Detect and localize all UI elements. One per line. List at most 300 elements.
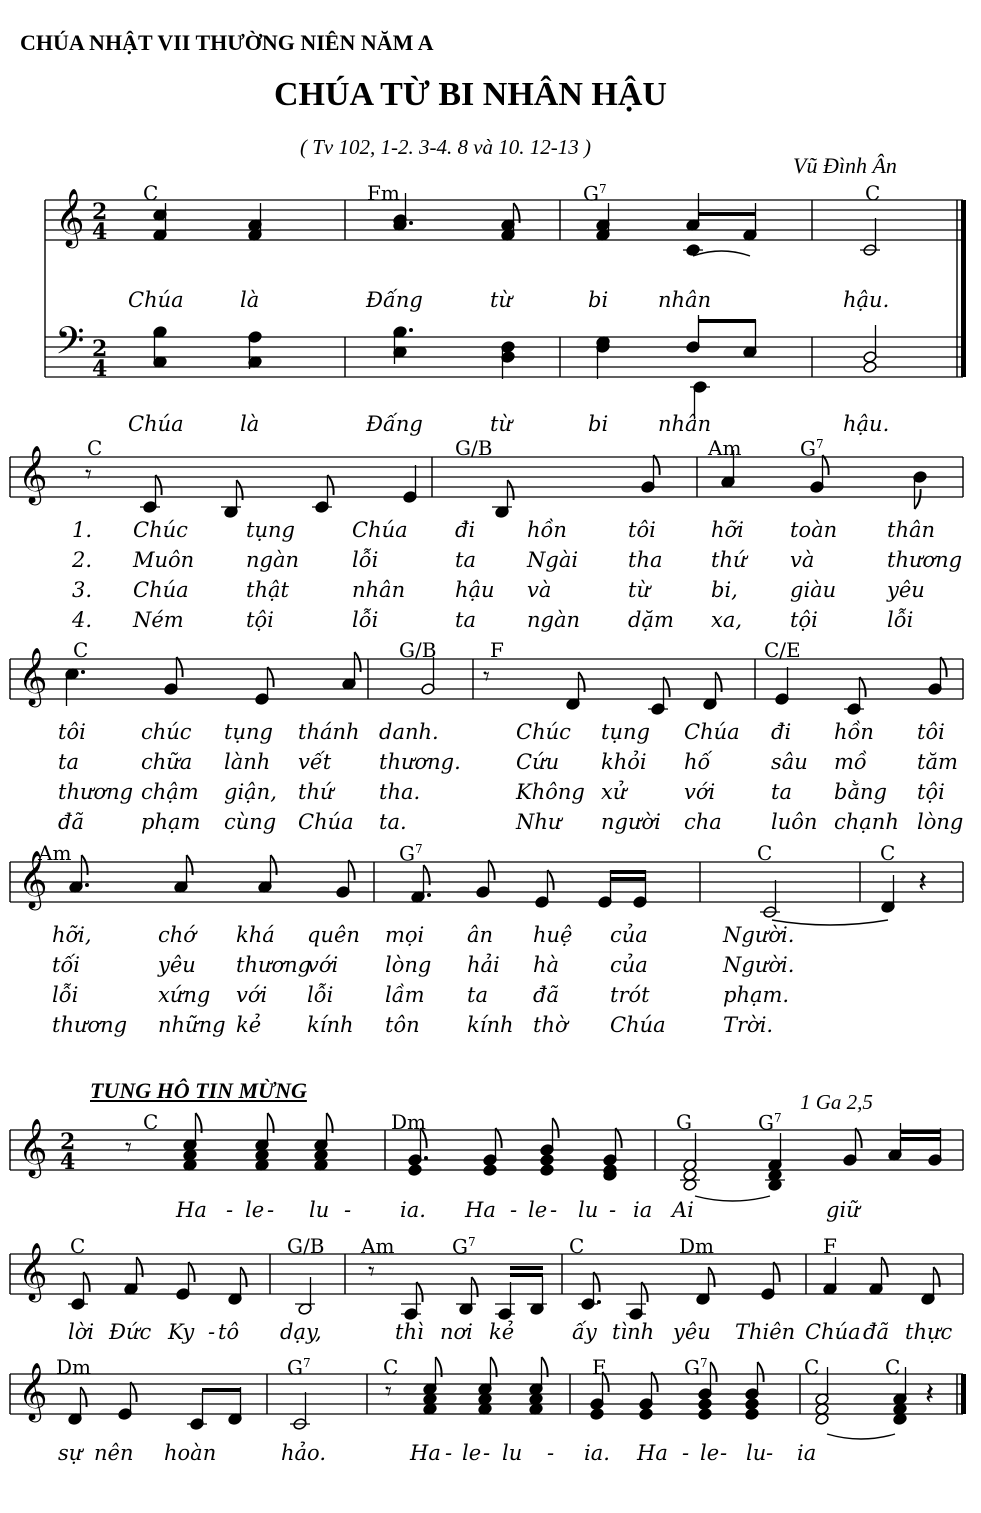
time-signature: 2: [92, 336, 108, 362]
lyric-word: nơi: [440, 1320, 473, 1344]
lyric-word: tôi: [58, 720, 86, 744]
lyric-word: Ha: [176, 1198, 207, 1222]
lyric-word: hố: [684, 750, 711, 774]
lyric-word: ta: [467, 983, 488, 1007]
lyric-word: Ky: [168, 1320, 195, 1344]
tie: [827, 1434, 895, 1439]
treble-clef: 𝄞: [18, 445, 48, 503]
lyric-word: ta.: [379, 810, 407, 834]
beam: [900, 1137, 940, 1141]
lyric-word: ngàn: [246, 548, 300, 572]
lyric-word: lu: [578, 1198, 599, 1222]
lyric-word: le: [245, 1198, 265, 1222]
lyric-word: hà: [533, 953, 560, 977]
beam: [510, 1273, 543, 1277]
lyric-word: lu: [746, 1441, 767, 1465]
chord-label: G/B: [455, 436, 493, 460]
chord-label: $G^7$: [452, 1234, 476, 1259]
lyric-word: mồ: [834, 750, 867, 774]
lyric-word: ngàn: [527, 608, 581, 632]
treble-clef: 𝄞: [55, 188, 85, 246]
note-flag: [177, 657, 183, 677]
acclamation-reference: 1 Ga 2,5: [800, 1090, 873, 1114]
lyric-word: hỡi: [711, 518, 744, 542]
lyric-word: giận,: [224, 780, 277, 804]
note-flag: [654, 455, 660, 475]
note-dot: [424, 1156, 428, 1160]
chord-label: C: [143, 1110, 159, 1134]
lyric-word: và: [790, 548, 815, 572]
lyric-word: nên: [94, 1441, 134, 1465]
lyric-word: 3.: [72, 578, 93, 602]
note-dot: [85, 883, 89, 887]
note-flag: [711, 1362, 717, 1382]
lyric-word: tôn: [385, 1013, 420, 1037]
chord-label: Fm: [367, 181, 400, 205]
lyric-word: chạnh: [834, 810, 899, 834]
lyric-word: ia: [633, 1198, 653, 1222]
lyric-word: bằng: [834, 780, 887, 804]
lyric-word: với: [236, 983, 268, 1007]
lyric-word: lỗi: [52, 983, 79, 1007]
lyric-word: -: [226, 1198, 234, 1222]
lyric-word: yêu: [158, 953, 196, 977]
note-head: [745, 1408, 759, 1421]
lyric-word: kính: [467, 1013, 514, 1037]
note-dot: [427, 893, 431, 897]
note-flag: [652, 1372, 658, 1392]
lyric-word: hậu.: [843, 288, 890, 312]
lyric-word: đã: [533, 983, 559, 1007]
lyric-word: thương: [52, 1013, 128, 1037]
note-dot: [409, 221, 413, 225]
composer-name: Vũ Đình Ân: [793, 153, 897, 178]
lyric-word: -: [682, 1441, 690, 1465]
lyric-word: thánh: [298, 720, 360, 744]
lyric-word: lỗi: [307, 983, 334, 1007]
lyric-word: ấy: [572, 1320, 597, 1344]
lyric-word: -: [510, 1198, 518, 1222]
tie: [693, 251, 750, 256]
chord-label: Dm: [56, 1355, 91, 1379]
chord-label: C: [143, 181, 159, 205]
note-flag: [856, 1128, 862, 1148]
chord-label: Am: [361, 1234, 395, 1258]
lyric-word: Chúa: [352, 518, 408, 542]
beam: [610, 870, 646, 874]
lyric-word: -: [208, 1320, 216, 1344]
lyric-word: tụng: [224, 720, 273, 744]
lyric-word: kẻ: [489, 1320, 515, 1344]
lyric-word: ta: [455, 548, 476, 572]
lyric-word: Đấng: [366, 412, 423, 436]
chord-label: C: [757, 841, 773, 865]
chord-label: $G^7$: [800, 436, 824, 461]
lyric-word: khỏi: [601, 750, 647, 774]
chord-label: $G^7$: [399, 841, 423, 866]
lyric-word: hỡi,: [52, 923, 92, 947]
lyric-word: hải: [467, 953, 500, 977]
lyric-word: ân: [467, 923, 494, 947]
lyric-word: lòng: [917, 810, 964, 834]
lyric-word: lỗi: [352, 608, 379, 632]
lyric-word: -: [267, 1198, 275, 1222]
note-flag: [84, 1272, 90, 1292]
time-signature: 4: [92, 219, 108, 245]
lyric-word: tội: [790, 608, 818, 632]
lyric-word: chớ: [158, 923, 196, 947]
chord-label: C: [87, 436, 103, 460]
chord-label: C: [804, 1355, 820, 1379]
lyric-word: lu: [502, 1441, 523, 1465]
lyric-word: tha.: [379, 780, 421, 804]
note-flag: [268, 667, 274, 687]
lyric-word: tội: [917, 780, 945, 804]
lyric-word: từ: [628, 578, 650, 602]
lyric-word: lòng: [385, 953, 432, 977]
acclamation-heading: TUNG HÔ TIN MỪNG: [90, 1078, 307, 1103]
note-flag: [860, 677, 866, 697]
chord-label: Dm: [679, 1234, 714, 1258]
lyric-word: với: [684, 780, 716, 804]
lyric-word: Đức: [109, 1320, 152, 1344]
lyric-word: quên: [307, 923, 360, 947]
note-flag: [548, 870, 554, 890]
lyric-word: tăm: [917, 750, 958, 774]
lyric-word: hậu.: [843, 412, 890, 436]
lyric-word: hảo.: [281, 1441, 326, 1465]
lyric-word: cùng: [224, 810, 277, 834]
note-flag: [489, 860, 495, 880]
time-signature: 4: [92, 356, 108, 382]
lyric-word: -: [344, 1198, 352, 1222]
note-flag: [758, 1362, 764, 1382]
lyric-word: Ngài: [527, 548, 579, 572]
lyric-word: là: [240, 288, 260, 312]
treble-clef: 𝄞: [18, 1362, 48, 1420]
note-head: [698, 1408, 712, 1421]
lyric-word: danh.: [379, 720, 439, 744]
lyric-word: của: [610, 923, 648, 947]
note-head: [639, 1408, 653, 1421]
lyric-word: tội: [246, 608, 274, 632]
lyric-word: -: [483, 1441, 491, 1465]
note-dot: [81, 670, 85, 674]
note-flag: [594, 1272, 600, 1292]
chord-label: C: [885, 1355, 901, 1379]
note-flag: [189, 1262, 195, 1282]
lyric-word: thờ: [533, 1013, 568, 1037]
lyric-word: đã: [863, 1320, 889, 1344]
lyric-word: ia.: [584, 1441, 610, 1465]
note-head: [590, 1408, 604, 1421]
lyric-word: ta: [58, 750, 79, 774]
lyric-word: thương.: [379, 750, 461, 774]
lyric-word: Không: [516, 780, 585, 804]
lyric-word: dạy,: [280, 1320, 322, 1344]
lyric-word: 4.: [72, 608, 93, 632]
lyric-word: -: [720, 1441, 728, 1465]
chord-label: Dm: [391, 1110, 426, 1134]
chord-label: C: [569, 1234, 585, 1258]
lyric-word: lành: [224, 750, 271, 774]
chord-label: $G^7$: [583, 181, 607, 206]
lyric-word: phạm.: [723, 983, 790, 1007]
note-head: [863, 361, 877, 374]
lyric-word: lỗi: [887, 608, 914, 632]
lyric-word: lời: [68, 1320, 95, 1344]
lyric-word: Chúa: [298, 810, 354, 834]
lyric-word: 2.: [72, 548, 93, 572]
lyric-word: và: [527, 578, 552, 602]
beam: [202, 1388, 241, 1392]
lyric-word: tha: [628, 548, 663, 572]
eighth-rest: 𝄾: [368, 1257, 375, 1287]
lyric-word: đi: [771, 720, 792, 744]
lyric-word: -: [547, 1441, 555, 1465]
note-flag: [328, 475, 334, 495]
note-flag: [642, 1282, 648, 1302]
beam: [698, 212, 756, 216]
song-title: CHÚA TỪ BI NHÂN HẬU: [274, 76, 667, 113]
lyric-word: yêu: [887, 578, 925, 602]
lyric-word: giữ: [826, 1198, 860, 1222]
lyric-word: sâu: [771, 750, 808, 774]
final-barline: [961, 200, 966, 377]
chord-label: C: [70, 1234, 86, 1258]
lyric-word: le: [700, 1441, 720, 1465]
lyric-word: le: [462, 1441, 482, 1465]
chord-label: C: [73, 638, 89, 662]
lyric-word: thương: [236, 953, 312, 977]
lyric-word: vết: [298, 750, 332, 774]
chord-label: $G^7$: [684, 1355, 708, 1380]
lyric-word: Thiên: [735, 1320, 796, 1344]
lyric-word: bi,: [711, 578, 738, 602]
lyric-word: thứ: [711, 548, 747, 572]
beam: [510, 1266, 543, 1270]
lyric-word: tôi: [628, 518, 656, 542]
treble-clef: 𝄞: [18, 850, 48, 908]
beam: [698, 319, 756, 323]
lyric-word: Chúa: [133, 578, 189, 602]
lyric-word: huệ: [533, 923, 573, 947]
note-flag: [553, 1118, 559, 1138]
eighth-rest: 𝄾: [125, 1133, 132, 1163]
lyric-word: thật: [246, 578, 289, 602]
lyric-word: Chúa: [805, 1320, 861, 1344]
lyric-word: ta: [771, 780, 792, 804]
lyric-word: từ: [490, 412, 512, 436]
treble-clef: 𝄞: [18, 1118, 48, 1176]
lyric-word: lầm: [385, 983, 425, 1007]
lyric-word: nhân: [658, 288, 712, 312]
lyric-word: -: [550, 1198, 558, 1222]
lyric-word: thực: [905, 1320, 953, 1344]
lyric-word: tụng: [601, 720, 650, 744]
chord-label: C/E: [764, 638, 801, 662]
eighth-rest: 𝄾: [483, 662, 490, 692]
lyric-word: ta: [455, 608, 476, 632]
lyric-word: ia.: [400, 1198, 426, 1222]
note-flag: [131, 1382, 137, 1402]
lyric-word: tình: [612, 1320, 655, 1344]
lyric-word: Chúa: [684, 720, 740, 744]
lyric-word: tối: [52, 953, 81, 977]
chord-label: G/B: [287, 1234, 325, 1258]
lyric-word: người: [601, 810, 661, 834]
note-head: [540, 1164, 554, 1177]
lyric-word: -: [609, 1198, 617, 1222]
time-signature: 2: [60, 1129, 76, 1155]
lyric-word: Chúc: [133, 518, 188, 542]
chord-label: G: [676, 1110, 692, 1134]
lyric-word: nhân: [352, 578, 406, 602]
lyric-word: luôn: [771, 810, 818, 834]
lyric-word: yêu: [673, 1320, 711, 1344]
lyric-word: hồn: [834, 720, 874, 744]
lyric-word: Ha: [410, 1441, 441, 1465]
quarter-rest: 𝄽: [925, 1377, 935, 1412]
quarter-rest: 𝄽: [918, 865, 928, 900]
lyric-word: tô: [218, 1320, 240, 1344]
note-head: [483, 1164, 497, 1177]
lyric-word: -: [445, 1441, 453, 1465]
lyric-word: từ: [490, 288, 512, 312]
lyric-word: khá: [236, 923, 275, 947]
note-flag: [774, 1262, 780, 1282]
lyric-word: Chúa: [128, 412, 184, 436]
lyric-word: Đấng: [366, 288, 423, 312]
note-flag: [496, 1128, 502, 1148]
lyric-word: xứng: [158, 983, 211, 1007]
beam: [900, 1130, 940, 1134]
chord-label: G/B: [399, 638, 437, 662]
occasion-heading: CHÚA NHẬT VII THƯỜNG NIÊN NĂM A: [20, 30, 434, 55]
lyric-word: Ha: [637, 1441, 668, 1465]
lyric-word: hậu: [455, 578, 495, 602]
note-flag: [915, 489, 921, 509]
chord-label: C: [383, 1355, 399, 1379]
lyric-word: thương: [887, 548, 963, 572]
lyric-word: kẻ: [236, 1013, 262, 1037]
lyric-word: chúc: [141, 720, 192, 744]
lyric-word: đi: [455, 518, 476, 542]
note-head: [745, 1398, 759, 1411]
lyric-word: Trời.: [723, 1013, 774, 1037]
lyric-word: với: [307, 953, 339, 977]
treble-clef: 𝄞: [18, 647, 48, 705]
lyric-word: bi: [588, 412, 609, 436]
lyric-word: Người.: [723, 923, 795, 947]
psalm-reference: ( Tv 102, 1-2. 3-4. 8 và 10. 12-13 ): [300, 135, 592, 159]
lyric-word: Cứu: [516, 750, 560, 774]
time-signature: 4: [60, 1149, 76, 1175]
lyric-word: thân: [887, 518, 936, 542]
lyric-word: đã: [58, 810, 84, 834]
lyric-word: thì: [395, 1320, 424, 1344]
lyric-word: giàu: [790, 578, 837, 602]
note-flag: [941, 657, 947, 677]
chord-label: F: [823, 1234, 837, 1258]
lyric-word: mọi: [385, 923, 425, 947]
note-flag: [156, 475, 162, 495]
chord-label: F: [592, 1355, 606, 1379]
lyric-word: dặm: [628, 608, 674, 632]
lyric-word: hoàn: [164, 1441, 217, 1465]
chord-label: C: [865, 181, 881, 205]
lyric-word: trót: [610, 983, 650, 1007]
lyric-word: lu: [309, 1198, 330, 1222]
lyric-word: tôi: [917, 720, 945, 744]
lyric-word: hồn: [527, 518, 567, 542]
note-head: [540, 1154, 554, 1167]
lyric-word: xử: [601, 780, 627, 804]
lyric-word: ia: [797, 1441, 817, 1465]
lyric-word: 1.: [72, 518, 93, 542]
lyric-word: của: [610, 953, 648, 977]
lyric-word: kính: [307, 1013, 354, 1037]
chord-label: Am: [38, 841, 72, 865]
lyric-word: lỗi: [352, 548, 379, 572]
tie: [695, 1196, 770, 1201]
final-barline: [961, 1374, 966, 1414]
note-dot: [409, 328, 413, 332]
lyric-word: nhân: [658, 412, 712, 436]
lyric-word: Như: [516, 810, 562, 834]
lyric-word: cha: [684, 810, 722, 834]
chord-label: C: [880, 841, 896, 865]
eighth-rest: 𝄾: [85, 460, 92, 490]
lyric-word: Chúa: [610, 1013, 666, 1037]
lyric-word: những: [158, 1013, 226, 1037]
lyric-word: chữa: [141, 750, 193, 774]
beam: [610, 877, 646, 881]
lyric-word: Muôn: [133, 548, 195, 572]
lyric-word: tụng: [246, 518, 295, 542]
lyric-word: thương: [58, 780, 134, 804]
lyric-word: Người.: [723, 953, 795, 977]
lyric-word: sự: [58, 1441, 83, 1465]
lyric-word: -: [766, 1441, 774, 1465]
lyric-word: Ai: [672, 1198, 694, 1222]
lyric-word: le: [528, 1198, 548, 1222]
time-signature: 2: [92, 199, 108, 225]
eighth-rest: 𝄾: [385, 1377, 392, 1407]
lyric-word: Ha: [465, 1198, 496, 1222]
note-flag: [616, 1128, 622, 1148]
chord-label: $G^7$: [287, 1355, 311, 1380]
chord-label: Am: [708, 436, 742, 460]
lyric-word: chậm: [141, 780, 199, 804]
lyric-word: toàn: [790, 518, 838, 542]
lyric-word: bi: [588, 288, 609, 312]
note-flag: [417, 1282, 423, 1302]
chord-label: F: [490, 638, 504, 662]
chord-label: $G^7$: [758, 1110, 782, 1135]
note-head: [408, 1164, 422, 1177]
bass-clef: 𝄢: [55, 318, 85, 372]
note-head: [698, 1398, 712, 1411]
lyric-word: phạm: [141, 810, 201, 834]
treble-clef: 𝄞: [18, 1242, 48, 1300]
lyric-word: xa,: [711, 608, 743, 632]
lyric-word: Ném: [133, 608, 184, 632]
lyric-word: thứ: [298, 780, 334, 804]
note-flag: [349, 860, 355, 880]
note-flag: [664, 677, 670, 697]
lyric-word: Chúc: [516, 720, 571, 744]
